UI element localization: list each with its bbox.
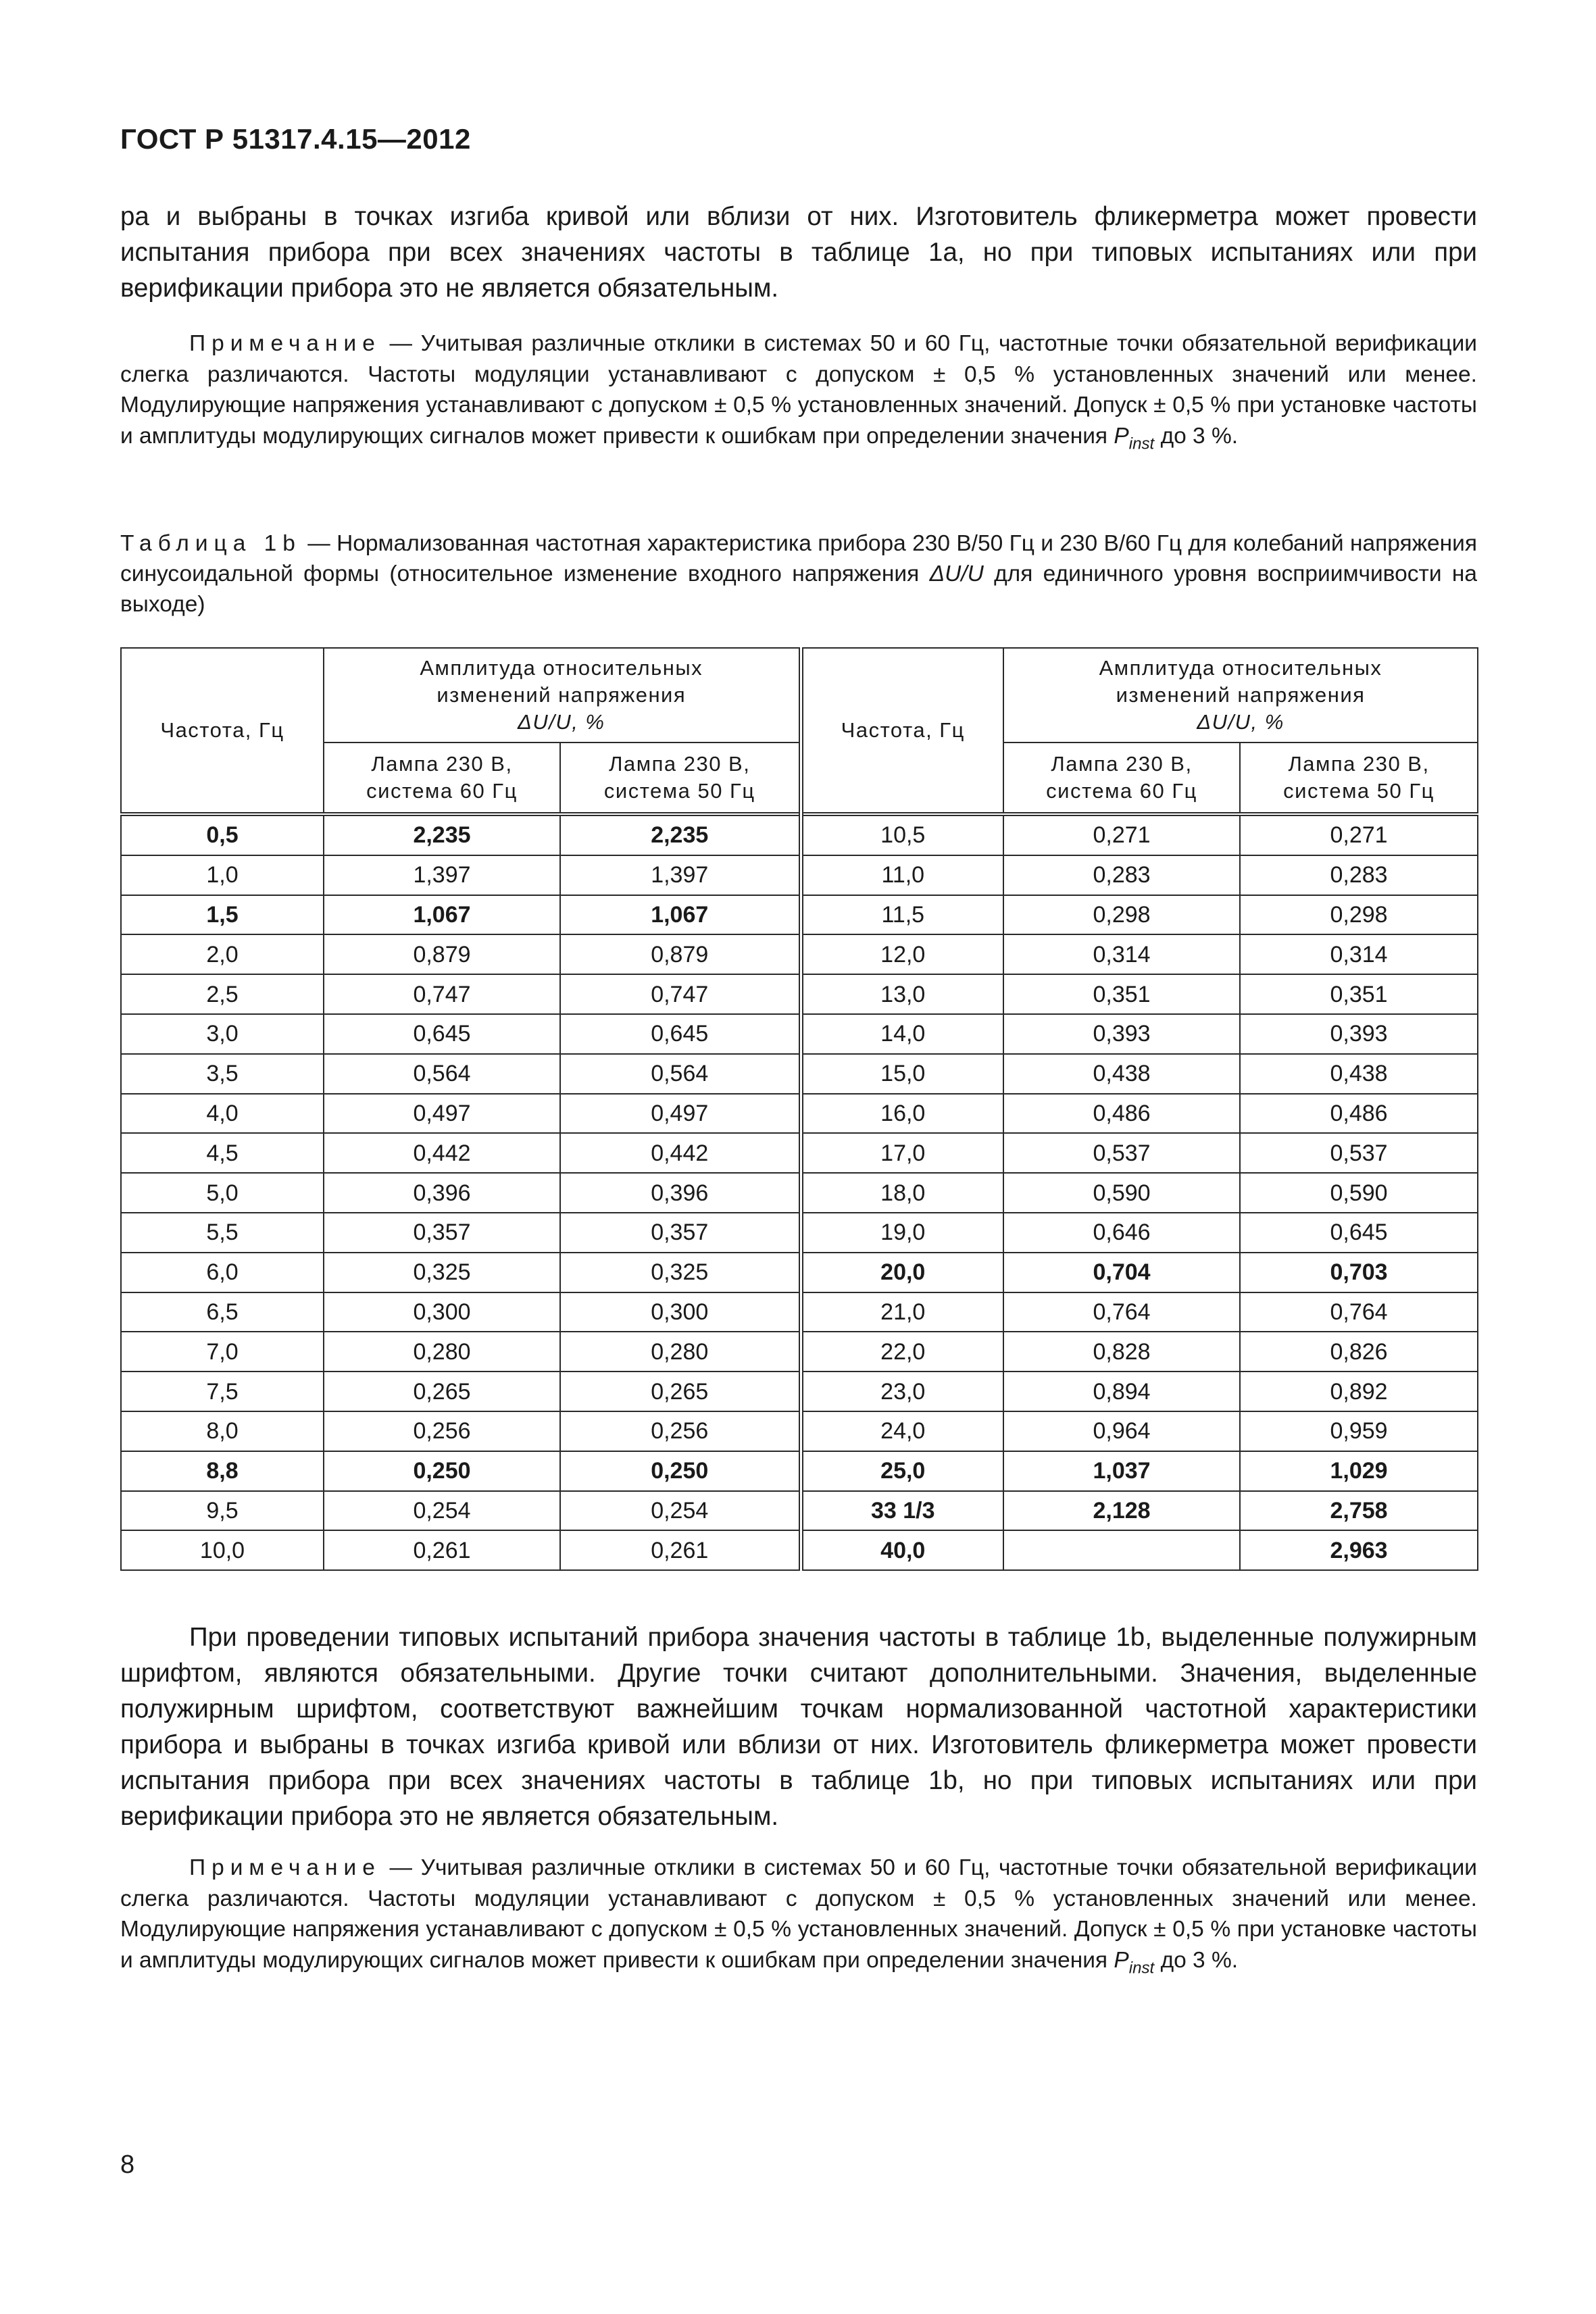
note-2-label: Примечание [189,1855,381,1880]
frequency-response-table [120,647,1478,1571]
frequency-right-cell: 16,0 [801,1094,1003,1134]
lamp60-right-cell: 0,438 [1003,1054,1240,1094]
lamp50-right-cell: 0,959 [1240,1411,1478,1451]
lamp60-right-cell: 0,894 [1003,1372,1240,1411]
lamp60-left-cell: 0,325 [324,1253,560,1292]
lamp60-right-cell: 0,283 [1003,855,1240,895]
frequency-left-cell: 5,0 [121,1173,324,1213]
lamp60-left-cell: 0,396 [324,1173,560,1213]
lamp60-left-cell: 0,300 [324,1292,560,1332]
frequency-right-cell: 15,0 [801,1054,1003,1094]
frequency-right-cell: 33 1/3 [801,1491,1003,1531]
paragraph-bottom: При проведении типовых испытаний прибора значения частоты в таблице 1b, выделенные полужирным шрифтом, являются обязательными. Другие точки считают дополнительными. Значения, выделенные полужирным шрифтом, соответствуют важнейшим точкам нормализованной частотной характеристики прибора и выбраны в точках изгиба кривой или вблизи от них. Изготовитель фликерметра может провести испытания прибора при всех значениях частоты в таблице 1b, но при типовых испытаниях или при верификации прибора это не является обязательным. [120,1623,1477,1831]
lamp50-left-cell: 0,357 [560,1213,801,1253]
table-row [121,1213,1478,1253]
frequency-right-cell: 18,0 [801,1173,1003,1213]
lamp50-right-cell: 0,314 [1240,934,1478,974]
frequency-right-cell: 21,0 [801,1292,1003,1332]
table-row [121,1372,1478,1411]
lamp60-right-cell: 0,828 [1003,1332,1240,1372]
lamp60-left-cell: 0,357 [324,1213,560,1253]
note-2-p-subscript: inst [1128,1958,1155,1977]
note-1-text: — Учитывая различные отклики в системах 50 и 60 Гц, частотные точки обязательной верификации слегка различаются. Частоты модуляции устанавливают с допуском ± 0,5 % установленных значений или менее. Модулирующие напряжения устанавливают с допуском ± 0,5 % установленных значений. Допуск ± 0,5 % при установке частоты и амплитуды модулирующих сигналов может привести к ошибкам при определении значения [120,331,1477,449]
frequency-left-cell: 3,0 [121,1014,324,1054]
frequency-left-cell: 1,0 [121,855,324,895]
header-lamp60-right [1003,743,1240,814]
header-lamp60-left-text: Лампа 230 В, система 60 Гц [366,752,518,803]
frequency-right-cell: 19,0 [801,1213,1003,1253]
lamp60-left-cell: 1,397 [324,855,560,895]
table-row [121,1332,1478,1372]
lamp50-left-cell: 0,747 [560,974,801,1014]
frequency-left-cell: 4,0 [121,1094,324,1134]
table-caption-delta: ΔU/U [929,561,984,586]
frequency-right-cell: 20,0 [801,1253,1003,1292]
table-row [121,1530,1478,1570]
frequency-left-cell: 9,5 [121,1491,324,1531]
header-lamp50-right-text: Лампа 230 В, система 50 Гц [1283,752,1435,803]
header-lamp60-left [324,743,560,814]
header-lamp50-left [560,743,801,814]
lamp60-right-cell: 0,393 [1003,1014,1240,1054]
lamp50-right-cell: 0,590 [1240,1173,1478,1213]
paragraph-top: ра и выбраны в точках изгиба кривой или вблизи от них. Изготовитель фликерметра может провести испытания прибора при всех значениях частоты в таблице 1а, но при типовых испытаниях или при верификации прибора это не является обязательным. [120,202,1477,303]
lamp50-right-cell: 0,438 [1240,1054,1478,1094]
frequency-right-cell: 25,0 [801,1451,1003,1491]
note-2-text-end: до 3 %. [1154,1947,1239,1973]
lamp60-right-cell: 2,128 [1003,1491,1240,1531]
lamp50-right-cell: 2,963 [1240,1530,1478,1570]
lamp60-left-cell: 0,564 [324,1054,560,1094]
header-lamp50-right [1240,743,1478,814]
frequency-right-cell: 23,0 [801,1372,1003,1411]
lamp60-right-cell: 0,590 [1003,1173,1240,1213]
table-row [121,1491,1478,1531]
table-caption-label: Таблица 1b [120,531,301,556]
lamp60-right-cell: 0,537 [1003,1133,1240,1173]
table-row [121,1292,1478,1332]
frequency-right-cell: 22,0 [801,1332,1003,1372]
header-amplitude-left [324,648,801,743]
document-header-title: ГОСТ Р 51317.4.15—2012 [120,123,471,155]
table-row [121,934,1478,974]
lamp50-right-cell: 2,758 [1240,1491,1478,1531]
lamp60-left-cell: 0,747 [324,974,560,1014]
frequency-left-cell: 4,5 [121,1133,324,1173]
lamp60-left-cell: 0,497 [324,1094,560,1134]
lamp60-left-cell: 0,265 [324,1372,560,1411]
note-1 [120,328,1477,459]
table-row [121,895,1478,935]
table-row [121,1014,1478,1054]
header-amplitude-right-text: Амплитуда относительных изменений напряжения [1099,656,1382,707]
lamp60-left-cell: 1,067 [324,895,560,935]
frequency-right-cell: 10,5 [801,814,1003,855]
lamp50-left-cell: 1,067 [560,895,801,935]
frequency-right-cell: 12,0 [801,934,1003,974]
lamp50-left-cell: 0,564 [560,1054,801,1094]
header-amplitude-left-unit: ΔU/U, % [518,710,605,734]
frequency-left-cell: 2,0 [121,934,324,974]
table-caption-text: — Нормализованная частотная характеристика прибора 230 В/50 Гц и 230 В/60 Гц для колебаний напряжения синусоидальной формы (относительное изменение входного напряжения [120,531,1477,586]
lamp60-left-cell: 0,879 [324,934,560,974]
table-caption [120,528,1477,620]
frequency-left-cell: 5,5 [121,1213,324,1253]
lamp50-right-cell: 0,351 [1240,974,1478,1014]
header-amplitude-left-text: Амплитуда относительных изменений напряжения [420,656,703,707]
frequency-right-cell: 11,0 [801,855,1003,895]
lamp60-right-cell: 0,351 [1003,974,1240,1014]
note-1-p-subscript: inst [1128,434,1155,453]
lamp60-right-cell: 1,037 [1003,1451,1240,1491]
table-row [121,1094,1478,1134]
frequency-left-cell: 3,5 [121,1054,324,1094]
header-frequency-right: Частота, Гц [801,648,1003,814]
frequency-left-cell: 6,0 [121,1253,324,1292]
lamp50-left-cell: 0,265 [560,1372,801,1411]
lamp50-left-cell: 1,397 [560,855,801,895]
lamp50-left-cell: 0,645 [560,1014,801,1054]
frequency-right-cell: 13,0 [801,974,1003,1014]
lamp50-right-cell: 0,892 [1240,1372,1478,1411]
lamp60-right-cell: 0,271 [1003,814,1240,855]
header-frequency-left: Частота, Гц [121,648,324,814]
lamp60-right-cell: 0,298 [1003,895,1240,935]
table-row [121,974,1478,1014]
table-row [121,1054,1478,1094]
frequency-left-cell: 7,0 [121,1332,324,1372]
lamp50-left-cell: 0,280 [560,1332,801,1372]
frequency-right-cell: 14,0 [801,1014,1003,1054]
lamp50-right-cell: 0,826 [1240,1332,1478,1372]
lamp50-right-cell: 0,298 [1240,895,1478,935]
lamp50-left-cell: 0,325 [560,1253,801,1292]
note-2-p-symbol: P [1114,1947,1129,1973]
lamp50-right-cell: 0,537 [1240,1133,1478,1173]
note-1-p-symbol: P [1114,423,1129,449]
lamp60-left-cell: 0,645 [324,1014,560,1054]
lamp50-left-cell: 2,235 [560,814,801,855]
lamp50-left-cell: 0,256 [560,1411,801,1451]
lamp50-right-cell: 0,486 [1240,1094,1478,1134]
lamp50-left-cell: 0,261 [560,1530,801,1570]
frequency-right-cell: 40,0 [801,1530,1003,1570]
table-row [121,1411,1478,1451]
table-row [121,855,1478,895]
table-row [121,1253,1478,1292]
header-amplitude-right-unit: ΔU/U, % [1197,710,1285,734]
frequency-left-cell: 8,8 [121,1451,324,1491]
lamp60-left-cell: 0,250 [324,1451,560,1491]
lamp60-left-cell: 0,442 [324,1133,560,1173]
frequency-left-cell: 7,5 [121,1372,324,1411]
header-amplitude-right [1003,648,1478,743]
frequency-right-cell: 24,0 [801,1411,1003,1451]
frequency-left-cell: 6,5 [121,1292,324,1332]
table-row [121,1173,1478,1213]
lamp60-left-cell: 0,254 [324,1491,560,1531]
note-2 [120,1853,1477,1983]
lamp50-left-cell: 0,250 [560,1451,801,1491]
table-body [121,814,1478,1570]
lamp50-left-cell: 0,879 [560,934,801,974]
lamp50-left-cell: 0,254 [560,1491,801,1531]
lamp50-right-cell: 0,271 [1240,814,1478,855]
frequency-right-cell: 11,5 [801,895,1003,935]
lamp50-left-cell: 0,300 [560,1292,801,1332]
frequency-right-cell: 17,0 [801,1133,1003,1173]
lamp60-right-cell: 0,646 [1003,1213,1240,1253]
lamp60-left-cell: 0,256 [324,1411,560,1451]
table-row [121,1451,1478,1491]
lamp50-right-cell: 0,393 [1240,1014,1478,1054]
lamp50-right-cell: 0,283 [1240,855,1478,895]
frequency-left-cell: 10,0 [121,1530,324,1570]
lamp60-right-cell: 0,704 [1003,1253,1240,1292]
lamp60-left-cell: 0,261 [324,1530,560,1570]
lamp50-right-cell: 0,764 [1240,1292,1478,1332]
lamp60-right-cell [1003,1530,1240,1570]
table-caption-text-end: для единичного уровня восприимчивости на выходе) [120,561,1477,617]
lamp50-left-cell: 0,396 [560,1173,801,1213]
lamp60-right-cell: 0,964 [1003,1411,1240,1451]
frequency-left-cell: 2,5 [121,974,324,1014]
table-row [121,1133,1478,1173]
lamp50-left-cell: 0,497 [560,1094,801,1134]
header-lamp50-left-text: Лампа 230 В, система 50 Гц [603,752,755,803]
header-lamp60-right-text: Лампа 230 В, система 60 Гц [1046,752,1197,803]
lamp60-left-cell: 2,235 [324,814,560,855]
frequency-left-cell: 0,5 [121,814,324,855]
note-1-label: Примечание [189,331,381,356]
page-number: 8 [120,2150,135,2179]
lamp60-left-cell: 0,280 [324,1332,560,1372]
lamp60-right-cell: 0,764 [1003,1292,1240,1332]
frequency-left-cell: 8,0 [121,1411,324,1451]
lamp50-right-cell: 1,029 [1240,1451,1478,1491]
lamp60-right-cell: 0,486 [1003,1094,1240,1134]
note-2-text: — Учитывая различные отклики в системах 50 и 60 Гц, частотные точки обязательной верификации слегка различаются. Частоты модуляции устанавливают с допуском ± 0,5 % установленных значений или менее. Модулирующие напряжения устанавливают с допуском ± 0,5 % установленных значений. Допуск ± 0,5 % при установке частоты и амплитуды модулирующих сигналов может привести к ошибкам при определении значения [120,1855,1477,1973]
lamp50-right-cell: 0,703 [1240,1253,1478,1292]
lamp50-left-cell: 0,442 [560,1133,801,1173]
lamp60-right-cell: 0,314 [1003,934,1240,974]
lamp50-right-cell: 0,645 [1240,1213,1478,1253]
table-row [121,814,1478,855]
note-1-text-end: до 3 %. [1154,423,1239,449]
frequency-left-cell: 1,5 [121,895,324,935]
